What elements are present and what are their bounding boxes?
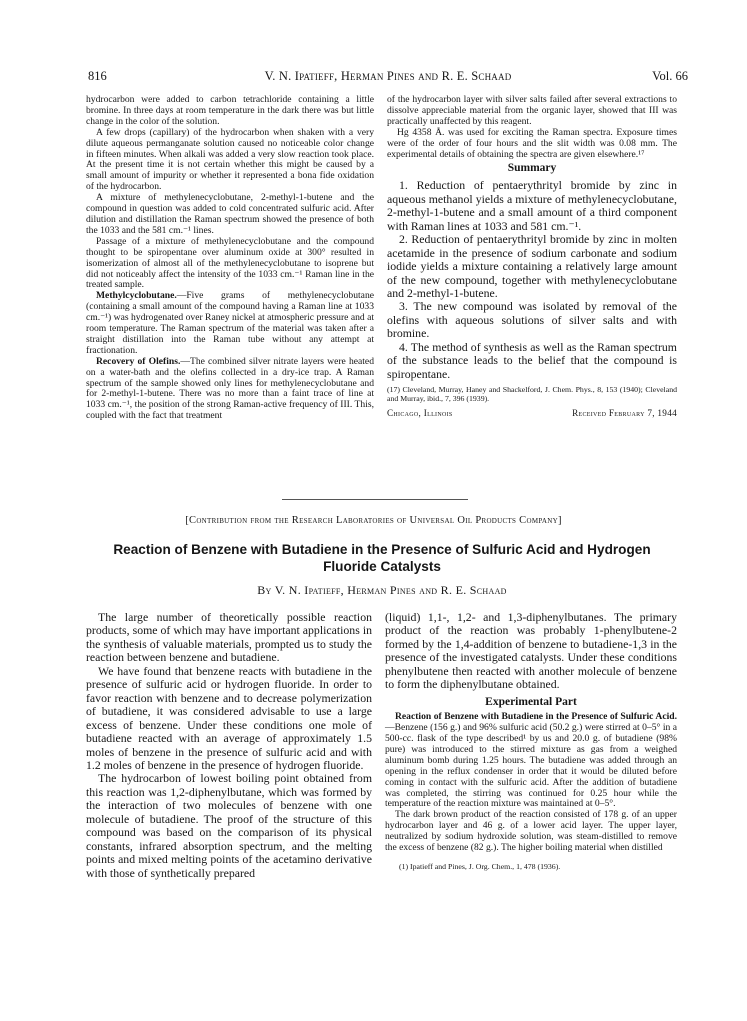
- bottom-right-column: [385, 611, 677, 871]
- paragraph: A mixture of methylenecyclobutane, 2-methyl-1-butene and the compound in question was added to cold concentrated sulfuric acid. After dilution and distillation the Raman spectrum showed the presence of both the 1033 and the 581 cm.⁻¹ lines.: [86, 192, 374, 236]
- bottom-left-column: [86, 611, 372, 880]
- footnote-1: (1) Ipatieff and Pines, J. Org. Chem., 1, 478 (1936).: [399, 861, 561, 871]
- paragraph-recovery: [86, 357, 374, 422]
- paragraph: Hg 4358 Å. was used for exciting the Raman spectra. Exposure times were of the order of four hours and the slit width was 0.08 mm. The experimental details of obtaining the spectra are given elsewhere.¹⁷: [387, 126, 677, 160]
- summary-item: 1. Reduction of pentaerythrityl bromide by zinc in aqueous methanol yields a mixture of methylenecyclobutane, 2-methyl-1-butene and a small amount of a third component with Raman lines at 1033 and 581 cm.⁻¹.: [387, 178, 677, 233]
- paragraph: We have found that benzene reacts with butadiene in the presence of sulfuric acid or hydrogen fluoride. In order to favor reaction with benzene and to decrease polymerization of butadiene, it was considered advisable to use a large excess of benzene. Under these conditions one mole of butadiene reacted with an average of approximately 1.5 moles of benzene in the presence of sulfuric acid and with 1.2 moles of benzene in the presence of hydrogen fluoride.: [86, 663, 372, 772]
- paragraph-text: —Benzene (156 g.) and 96% sulfuric acid (50.2 g.) were stirred at 0–5° in a 500-cc. flask of the type described¹ by us and 20.0 g. of butadiene (98% pure) was introduced to the stirred mixture as gas from a weighed aluminum bomb during 1.25 hours. The butadiene was added through an opening in the reflux condenser in order that it would be diluted before coming in contact with the sulfuric acid. After the addition of butadiene was completed, the stirring was continued for 0.25 hour while the temperature of the reaction mixture was maintained at 0–5°.: [385, 722, 677, 810]
- top-left-column: [86, 95, 374, 422]
- volume-label: Vol. 66: [652, 69, 688, 83]
- paragraph: The large number of theoretically possible reaction products, some of which may have important applications in the synthesis of valuable materials, prompted us to study the reaction between benzene and butadiene.: [86, 610, 372, 665]
- summary-heading: Summary: [507, 162, 557, 175]
- paragraph-text: —Five grams of methylenecyclobutane (containing a small amount of the compound having a Raman line at 1033 cm.⁻¹) was hydrogenated over Raney nickel at atmospheric pressure and at room temperature. The Raman spectrum of the material was taken after a straight distillation into the Raman tube without any attempt at fractionation.: [86, 290, 374, 356]
- divider: [282, 499, 468, 500]
- paragraph-methylcyclobutane: [86, 291, 374, 356]
- received-date: Received February 7, 1944: [572, 408, 677, 419]
- summary-item: 3. The new compound was isolated by removal of the olefins with aqueous solutions of silver salts and with bromine.: [387, 299, 677, 341]
- running-head: [88, 68, 688, 84]
- byline: By V. N. Ipatieff, Herman Pines and R. E. Schaad: [257, 583, 507, 597]
- paragraph-reaction: [385, 712, 677, 810]
- run-in-heading: Recovery of Olefins.: [96, 355, 181, 367]
- paragraph: The hydrocarbon of lowest boiling point obtained from this reaction was 1,2-diphenylbutane, which was formed by the interaction of two molecules of benzene with one molecule of butadiene. The proof of the structure of this compound was based on the comparison of its physical constants, infrared absorption spectrum, and the melting points and mixed melting points of the acetamino derivative with those of synthetically prepared: [86, 771, 372, 880]
- experimental-text: [385, 712, 677, 854]
- experimental-heading: Experimental Part: [485, 695, 577, 708]
- run-in-heading: Reaction of Benzene with Butadiene in the Presence of Sulfuric Acid.: [395, 711, 677, 723]
- top-right-column: [387, 95, 677, 420]
- contribution-line: [Contribution from the Research Laboratories of Universal Oil Products Company]: [185, 515, 562, 526]
- page-number: 816: [88, 69, 107, 83]
- paragraph: hydrocarbon were added to carbon tetrachloride containing a little bromine. In three days at room temperature in the dark there was but little change in the color of the solution.: [86, 94, 374, 127]
- summary-item: 2. Reduction of pentaerythrityl bromide by zinc in molten acetamide in the presence of sodium carbonate and sodium iodide yields a mixture containing a relatively large amount of the new compound, together with methylenecyclobutane and 2-methyl-1-butene.: [387, 232, 677, 300]
- paragraph: Passage of a mixture of methylenecyclobutane and the compound thought to be spiropentane over aluminum oxide at 300° resulted in isomerization of almost all of the methylenecyclobutane to isoprene but did not noticeably affect the intensity of the 1033 cm.⁻¹ Raman line in the treated sample.: [86, 235, 374, 291]
- paragraph: A few drops (capillary) of the hydrocarbon when shaken with a very dilute aqueous permanganate solution caused no noticeable color change in fifteen minutes. When alkali was added a very slow reaction took place. At the present time it is not certain whether this might be caused by a small amount of impurity or whether it represented a bona fide oxidation of the hydrocarbon.: [86, 126, 374, 193]
- paragraph: of the hydrocarbon layer with silver salts failed after several extractions to dissolve appreciable material from the organic layer, showed that III was practically unaffected by this reagent.: [387, 94, 677, 127]
- footnote-17: (17) Cleveland, Murray, Haney and Shackelford, J. Chem. Phys., 8, 153 (1940); Cleveland and Murray, ibid., 7, 396 (1939).: [387, 385, 677, 404]
- article-title: Reaction of Benzene with Butadiene in the Presence of Sulfuric Acid and Hydrogen Fluoride Catalysts: [113, 542, 651, 574]
- paragraph: (liquid) 1,1-, 1,2- and 1,3-diphenylbutanes. The primary product of the reaction was probably 1-phenylbutene-2 formed by the 1,4-addition of benzene to butadiene-1,3 in the presence of the investigated catalysts. Under these conditions phenylbutene then reacted with another molecule of benzene to form the diphenylbutane obtained.: [385, 610, 677, 692]
- run-in-heading: Methylcyclobutane.: [96, 290, 177, 302]
- summary-list: [387, 179, 677, 381]
- paragraph: The dark brown product of the reaction consisted of 178 g. of an upper hydrocarbon layer and 46 g. of a lower acid layer. The upper layer, neutralized by sodium hydroxide solution, was steam-distilled to remove the excess of benzene (82 g.). The higher boiling material when distilled: [385, 809, 677, 854]
- paragraph-text: —The combined silver nitrate layers were heated on a water-bath and the olefins collected in a dry-ice trap. A Raman spectrum of the sample showed only lines for methylenecyclobutane and for 2-methyl-1-butene. There was no more than a faint trace of line at 1033 cm.⁻¹, the position of the strong Raman-active frequency of III. This, coupled with the fact that treatment: [86, 355, 374, 422]
- running-head-authors: V. N. Ipatieff, Herman Pines and R. E. Schaad: [264, 69, 512, 83]
- summary-item: 4. The method of synthesis as well as the Raman spectrum of the substance leads to the belief that the compound is spiropentane.: [387, 339, 677, 381]
- city-label: Chicago, Illinois: [387, 408, 453, 419]
- signature-line: [387, 408, 677, 420]
